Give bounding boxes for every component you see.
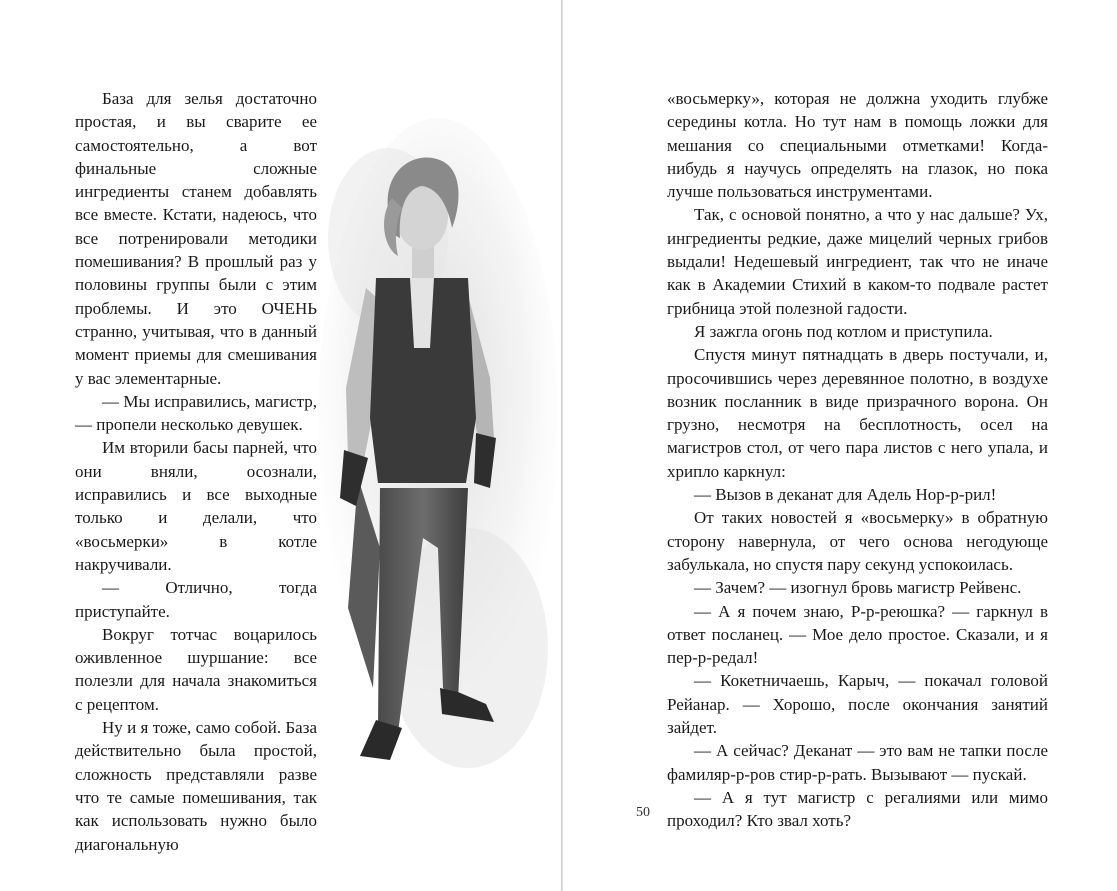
- right-page: [563, 0, 1117, 891]
- paragraph: — Мы исправились, магистр, — пропели несколько девушек.: [75, 391, 317, 435]
- paragraph-continuation: «восьмерку», которая не должна уходить глубже середины котла. Но тут нам в помощь ложки для мешания со специальными отметками! Когда-нибудь я научусь определять на глазок, но пока лучше пользоваться инструментами.: [667, 89, 1048, 202]
- paragraph: Спустя минут пятнадцать в дверь постучали, и, просочившись через деревянное полотно, в воздухе возник посланник в виде призрачного ворона. Он грузно, несмотря на бесплотность, осел на магистров стол, от чего пара листов с него упала, и хрипло каркнул:: [667, 345, 1048, 481]
- character-illustration: [318, 88, 558, 828]
- paragraph: — А сейчас? Деканат — это вам не тапки после фамиляр-р-ров стир-р-рать. Вызывают — пускай.: [667, 741, 1048, 784]
- paragraph: База для зелья достаточно простая, и вы сварите ее самостоятельно, а вот финальные сложные ингредиенты станем добавлять все вместе. Кстати, надеюсь, что все потренировали методики помешивания? В прошлый раз у половины группы были с этим проблемы. И это ОЧЕНЬ странно, учитывая, что в данный момент приемы для смешивания у вас элементарные.: [75, 89, 317, 388]
- paragraph: От таких новостей я «восьмерку» в обратную сторону навернула, от чего основа негодующе забулькала, но спустя пару секунд успокоилась.: [667, 508, 1048, 574]
- paragraph: Им вторили басы парней, что они вняли, осознали, исправились и все выходные только и делали, что «восьмерки» в котле накручивали.: [75, 438, 317, 574]
- cravat: [410, 278, 434, 348]
- paragraph: — Отлично, тогда приступайте.: [75, 578, 317, 621]
- paragraph: — А я почем знаю, Р-р-реюшка? — гаркнул в ответ посланец. — Мое дело простое. Сказали, и я пер-р-редал!: [667, 601, 1048, 668]
- paragraph: — Вызов в деканат для Адель Нор-р-рил!: [694, 485, 997, 505]
- paragraph: — Кокетничаешь, Карыч, — покачал головой Рейанар. — Хорошо, после окончания занятий зайдет.: [667, 671, 1048, 738]
- paragraph: — Зачем? — изогнул бровь магистр Рейвенс.: [694, 578, 1022, 598]
- paragraph: Вокруг тотчас воцарилось оживленное шуршание: все полезли для начала знакомиться с рецептом.: [75, 624, 317, 714]
- paragraph: Ну и я тоже, само собой. База действительно была простой, сложность представляли разве что те самые помешивания, так как использовать нужно было диагональную: [75, 718, 317, 854]
- right-text-column: [667, 87, 1048, 833]
- paragraph: — А я тут магистр с регалиями или мимо проходил? Кто звал хоть?: [667, 787, 1048, 831]
- paragraph: Так, с основой понятно, а что у нас дальше? Ух, ингредиенты редкие, даже мицелий черных грибов выдали! Недешевый ингредиент, так что не иначе как в Академии Стихий в каком-то подвале растет грибница этой полезной гадости.: [667, 205, 1048, 318]
- figure-drawing: [318, 88, 558, 828]
- paragraph: Я зажгла огонь под котлом и приступила.: [694, 321, 993, 341]
- left-text-column: [75, 87, 317, 856]
- page-number: 50: [636, 805, 650, 820]
